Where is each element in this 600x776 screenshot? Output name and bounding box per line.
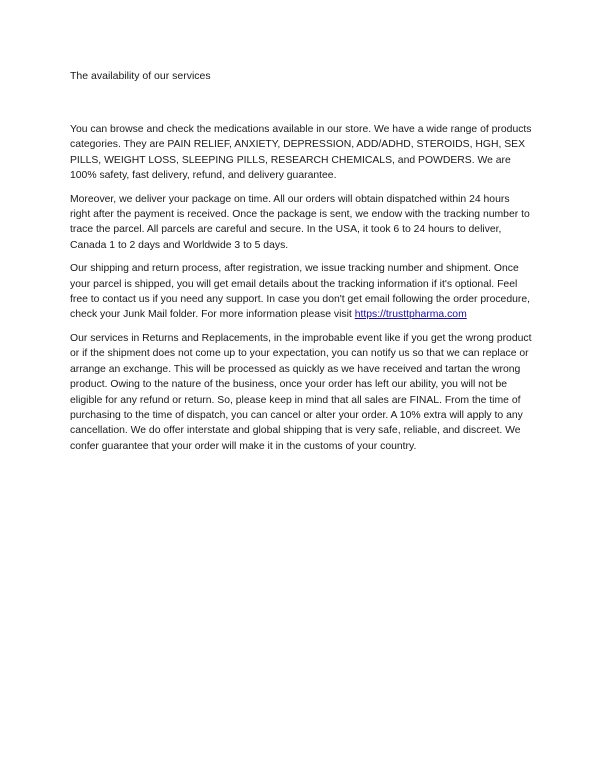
paragraph-delivery: Moreover, we deliver your package on time. All our orders will obtain dispatched within 24 hours right after the payment is received. Once the package is sent, we endow with the tracking number to trace the parcel. All parcels are careful and secure. In the USA, it took 6 to 24 hours to deliver, Canada 1 to 2 days and Worldwide 3 to 5 days. (70, 193, 530, 251)
website-link[interactable]: https://trusttpharma.com (354, 309, 467, 321)
document-body (70, 122, 532, 462)
paragraph-products: You can browse and check the medications available in our store. We have a wide range of products categories. They are PAIN RELIEF, ANXIETY, DEPRESSION, ADD/ADHD, STEROIDS, HGH, SEX PILLS, WEIGHT LOSS, SLEEPING PILLS, RESEARCH CHEMICALS, and POWDERS. We are 100% safety, fast delivery, refund, and delivery guarantee. (70, 124, 532, 182)
paragraph-returns: Our services in Returns and Replacements, in the improbable event like if you get the wrong product or if the shipment does not come up to your expectation, you can notify us so that we can replace or arrange an exchange. This will be processed as quickly as we have received and tartan the wrong product. Owing to the nature of the business, once your order has left our ability, you will not be eligible for any refund or return. So, please keep in mind that all sales are FINAL. From the time of purchasing to the time of dispatch, you can cancel or alter your order. A 10% extra will apply to any cancellation. We do offer interstate and global shipping that is very safe, reliable, and discreet. We confer guarantee that your order will make it in the customs of your country. (70, 332, 532, 452)
document-heading: The availability of our services (70, 70, 211, 82)
paragraph-shipping-text: Our shipping and return process, after registration, we issue tracking number and shipment. Once your parcel is shipped, you will get email details about the tracking information if it's optional. Feel free to contact us if you need any support. In case you don't get email following the order procedure, check your Junk Mail folder. For more information please visit (70, 263, 531, 321)
paragraph-shipping (70, 261, 532, 323)
